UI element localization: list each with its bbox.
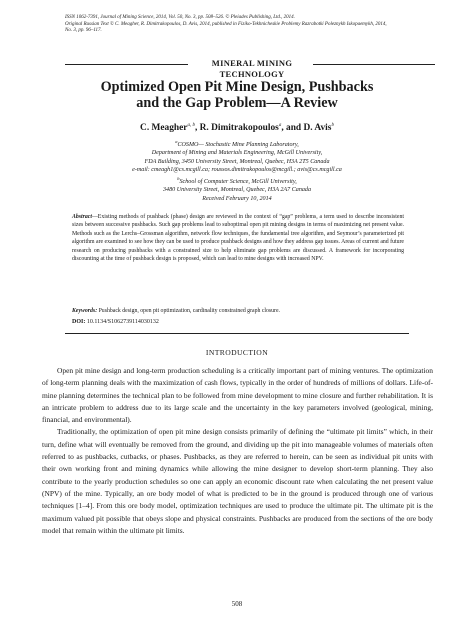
- affiliation-line: FDA Building, 3450 University Street, Montreal, Quebec, H3A 2T5 Canada: [144, 158, 330, 165]
- abstract-label: Abstract: [72, 214, 92, 220]
- affiliations: [65, 138, 409, 195]
- section-divider: [65, 333, 409, 334]
- header-line-2: Original Russian Text © C. Meagher, R. Dimitrakopoulos, D. Avis, 2014, published in Fiziko-Tekhnicheskie Problemy Razrabotki Poleznykh Iskopaemykh, 2014,: [65, 21, 387, 27]
- header-line-3: No. 3, pp. 96–117.: [65, 28, 102, 33]
- author-affil-mark: a: [278, 123, 282, 128]
- body-text: [42, 365, 433, 537]
- page-number: 508: [231, 600, 243, 608]
- abstract: [72, 213, 404, 263]
- author-list: [65, 120, 409, 134]
- header-line-1: ISSN 1062-7391, Journal of Mining Science, 2014, Vol. 50, No. 3, pp. 508–526. © Pleiades Publishing, Ltd., 2014.: [65, 15, 295, 20]
- doi-label: DOI:: [72, 319, 86, 325]
- author-name: R. Dimitrakopoulos: [199, 123, 279, 134]
- keywords-text: Pushback design, open pit optimization, cardinality constrained graph closure.: [97, 308, 281, 314]
- doi: [72, 318, 404, 326]
- category-heading: [65, 58, 435, 79]
- paragraph: Traditionally, the optimization of open pit mine design consists primarily of defining the “ultimate pit limits” which, in their turn, define what will eventually be removed from the ground, and dividing up the pit into manageable volumes of materials often referred to as pushbacks, cutbacks, or phases. Pushbacks, as they are referred to herein, can be seen as individual pit units with their own working front and mining dynamics while allowing the mine designer to develop short-term planning. They also contribute to the yearly production schedules so one can apply an economic discount rate when calculating the net present value (NPV) of the mine. Typically, an ore body model of what is predicted to be in the ground is produced through one of various techniques [1–4]. From this ore body model, optimization techniques are used to produce the ultimate pit. The ultimate pit is the maximum valued pit possible that obeys slope and physical constraints. Pushbacks are produced from the sections of the ore body model that remain within the ultimate pit limits.: [42, 427, 433, 535]
- affiliation-line: Department of Mining and Materials Engineering, McGill University,: [151, 150, 323, 157]
- author-name: C. Meagher: [140, 123, 188, 134]
- author-separator: ,: [194, 123, 200, 134]
- paper-title: [65, 80, 409, 111]
- title-line-1: Optimized Open Pit Mine Design, Pushbacks: [100, 79, 374, 95]
- category-label: [192, 58, 312, 80]
- keywords-label: Keywords:: [72, 308, 98, 314]
- paragraph: Open pit mine design and long-term production scheduling is a critically important part of mining ventures. The optimization of long-term planning deals with the maximization of cash flows, typically in the order of hundreds of millions of dollars. Life-of-mine planning determines the technical plan to be followed from mine development to mine closure and further rehabilitation. It is an intricate problem to address due to its large scale and the uncertainty in the key parameters involved (geological, mining, financial, and environmental).: [42, 366, 433, 425]
- category-line-2: TECHNOLOGY: [219, 69, 285, 79]
- title-line-2: and the Gap Problem—A Review: [136, 94, 338, 111]
- affil-mark: b: [177, 175, 180, 181]
- author-name: D. Avis: [303, 123, 332, 134]
- received-date: Received February 10, 2014: [202, 196, 272, 202]
- affil-mark: a: [175, 139, 178, 144]
- affiliation-line: $^a$COSMO— Stochastic Mine Planning Laboratory,: [175, 139, 299, 149]
- affiliation-line: $^b$School of Computer Science, McGill University,: [177, 175, 297, 185]
- affiliation-line: 3480 University Street, Montreal, Quebec, H3A 2A7 Canada: [162, 187, 312, 194]
- keywords: [72, 307, 404, 315]
- affiliation-email: e-mail: cmeagh1@cs.mcgill.ca; roussos.dimitrakopoulos@mcgill.; avis@cs.mcgill.ca: [132, 167, 342, 174]
- category-line-1: MINERAL MINING: [211, 58, 293, 68]
- abstract-text: —Existing methods of pushback (phase) design are reviewed in the context of “gap” problems, a term used to describe inconsistent sizes between successive pushbacks. Such gap problems lead to suboptimal open pit mining designs in terms of maximizing net present value. Methods such as the Lerchs–Grossman algorithm, network flow techniques, the fundamental tree algorithm, and Seymour’s parameterized pit algorithm are examined to see how they can be used to produce pushback designs and how they address gap issues. Areas of current and future research on producing pushbacks with a constrained size to help eliminate gap problems are discussed. A framework for incorporating discounting at the time of pushback design is proposed, which can lead to mine designs with increased NPV.: [72, 214, 404, 263]
- journal-header: [65, 15, 435, 35]
- author-affil-mark: b: [331, 123, 334, 128]
- section-heading: INTRODUCTION: [205, 348, 269, 357]
- author-separator: , and: [281, 123, 304, 134]
- author-affil-mark: a, b: [187, 123, 195, 128]
- doi-value: 10.1134/S1062739114030132: [85, 319, 159, 325]
- category-rule-right: [313, 64, 435, 65]
- category-rule-left: [65, 64, 188, 65]
